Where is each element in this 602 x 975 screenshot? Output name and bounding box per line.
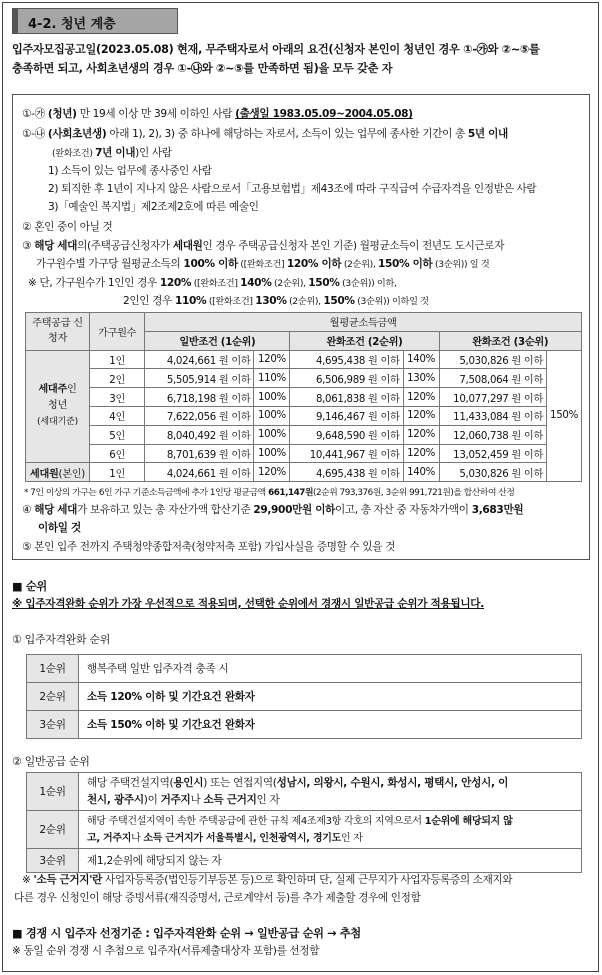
group-head-householder: 세대주인 청년 (세대기준) [26,350,90,463]
intro-line-1: 입주자모집공고일(2023.05.08) 현재, 무주택자로서 아래의 요건(신청자 본인이 청년인 경우 ①-㉮와 ②~⑤를 [12,43,540,56]
table-row: 세대원(본인) 1인 4,024,661 원 이하 120% 4,695,438 원 이하 140% 5,030,826 원 이하 [26,463,582,482]
condition-3-line-2: 가구원수별 가구당 월평균소득의 100% 이하 ([완화조건] 120% 이하 (2순위), 150% 이하 (3순위)) 일 것 [36,258,490,270]
table-row: 3순위 소득 150% 이하 및 기간요건 완화자 [27,711,582,739]
condition-2: ② 혼인 중이 아닐 것 [22,221,113,233]
final-criteria-note: ※ 동일 순위 경쟁 시 추첨으로 입주자(서류제출대상자 포함)를 선정함 [12,945,320,957]
final-criteria-title: ■ 경쟁 시 입주자 선정기준 : 입주자격완화 순위 → 일반공급 순위 → 추첨 [12,927,361,940]
intro-text [12,40,592,78]
table-header-row [26,313,582,332]
table-row: 세대주인 청년 (세대기준) 1인 4,024,661 원 이하 120% 4,695,438 원 이하 140% 5,030,826 원 이하 150% [26,350,582,369]
table-row: 3순위 제1,2순위에 해당되지 않는 자 [27,849,582,873]
section-title: 4-2. 청년 계층 [12,8,178,34]
condition-1b-sub-2: 2) 퇴직한 후 1년이 지나지 않은 사람으로서「고용보험법」제43조에 따라 구직급여 수급자격을 인정받은 사람 [48,183,537,195]
rank-note: ※ 입주자격완화 순위가 가장 우선적으로 적용되며, 선택한 순위에서 경쟁시 일반공급 순위가 적용됩니다. [12,598,484,610]
table-row: 5인 8,040,492 원 이하 100% 9,648,590 원 이하 120% 12,060,738 원 이하 [26,425,582,444]
relax-rank-title: ① 입주자격완화 순위 [12,633,111,646]
condition-1b-mark: ①-㉯ [22,128,45,140]
condition-1b-relaxed: (완화조건) 7년 이내)인 사람 [52,147,172,159]
condition-3-mark: ③ [22,240,32,252]
general-rank-table [26,772,582,873]
header-relax-2: 완화조건 (2순위) [290,331,439,350]
condition-5: ⑤ 본인 입주 전까지 주택청약종합저축(청약저축 포함) 가입사실을 증명할 수 있을 것 [22,541,396,553]
general-rank-title: ② 일반공급 순위 [12,755,90,768]
condition-3-note-2: 2인인 경우 110% ([완화조건] 130% (2순위), 150% (3순위)) 이하일 것 [123,295,429,307]
business-note: ※ '소득 근거지'란 사업자등록증(법인등기부등본 등)으로 확인하며 단, 실제 근무지가 사업자등록증의 소재지와 [22,874,513,886]
condition-1b-sub-3: 3)「예술인 복지법」제2조제2호에 따른 예술인 [48,201,259,213]
table-row: 1순위 행복주택 일반 입주자격 충족 시 [27,655,582,683]
condition-1b-sub-1: 1) 소득이 있는 업무에 종사중인 사람 [48,165,212,177]
condition-4-line-2: 이하일 것 [38,522,81,534]
header-household: 가구원수 [89,313,144,351]
income-table [25,312,582,482]
condition-3-note-1: ※ 단, 가구원수가 1인인 경우 120% ([완화조건] 140% (2순위), 150% (3순위)) 이하, [28,277,397,289]
table-row: 4인 7,622,056 원 이하 100% 9,146,467 원 이하 120% 11,433,084 원 이하 [26,406,582,425]
table-row: 3인 6,718,198 원 이하 100% 8,061,838 원 이하 120% 10,077,297 원 이하 [26,388,582,407]
rank-title: ■ 순위 [12,580,47,593]
intro-line-2: 충족하면 되고, 사회초년생의 경우 ①-㉯와 ②~⑤를 만족하면 됨)을 모두 갖춘 자 [12,62,393,75]
condition-1a: ①-㉮ (청년) 만 19세 이상 만 39세 이하인 사람 (출생일 1983.05.09~2004.05.08) [22,108,413,120]
header-income: 월평균소득금액 [145,313,582,332]
header-normal: 일반조건 (1순위) [145,331,290,350]
table-row: 6인 8,701,639 원 이하 100% 10,441,967 원 이하 120% 13,052,459 원 이하 [26,444,582,463]
condition-5-mark: ⑤ [22,541,32,553]
relax-rank-table [26,654,582,739]
condition-2-mark: ② [22,221,32,233]
condition-1b: ①-㉯ (사회초년생) 아래 1), 2), 3) 중 하나에 해당하는 자로서, 소득이 있는 업무에 종사한 기간이 총 5년 이내 [22,128,508,140]
table-footnote: * 7인 이상의 가구는 6인 가구 기준소득금액에 추가 1인당 평균금액 661,147원(2순위 793,376원, 3순위 991,721원)을 합산하여 산정 [24,488,515,498]
condition-3: ③ 해당 세대의(주택공급신청자가 세대원인 경우 주택공급신청자 본인 기준) 월평균소득이 전년도 도시근로자 [22,240,505,252]
business-note-line-2: 다른 경우 신청인이 해당 증빙서류(재직증명서, 근로계약서 등)를 추가 제출할 경우에 인정함 [14,892,421,904]
condition-4-mark: ④ [22,504,32,516]
table-row: 1순위 해당 주택건설지역(용인시) 또는 연접지역(성남시, 의왕시, 수원시, 화성시, 평택시, 안성시, 이 천시, 광주시)이 거주지나 소득 근거지인 자 [27,773,582,811]
table-row: 2인 5,505,914 원 이하 110% 6,506,989 원 이하 130% 7,508,064 원 이하 [26,369,582,388]
header-applicant: 주택공급 신청자 [26,313,90,351]
condition-1a-mark: ①-㉮ [22,108,45,120]
table-row: 2순위 해당 주택건설지역이 속한 주택공급에 관한 규칙 제4조제3항 각호의 지역으로서 1순위에 해당되지 않 고, 거주지나 소득 근거지가 서울특별시, 인천광역시, 경기도인 자 [27,811,582,849]
pct-relax-3: 150% [547,350,582,482]
header-relax-3: 완화조건 (3순위) [439,331,581,350]
table-row: 2순위 소득 120% 이하 및 기간요건 완화자 [27,683,582,711]
condition-4: ④ 해당 세대가 보유하고 있는 총 자산가액 합산기준 29,900만원 이하이고, 총 자산 중 자동차가액이 3,683만원 [22,504,524,516]
group-head-member: 세대원(본인) [26,463,90,482]
